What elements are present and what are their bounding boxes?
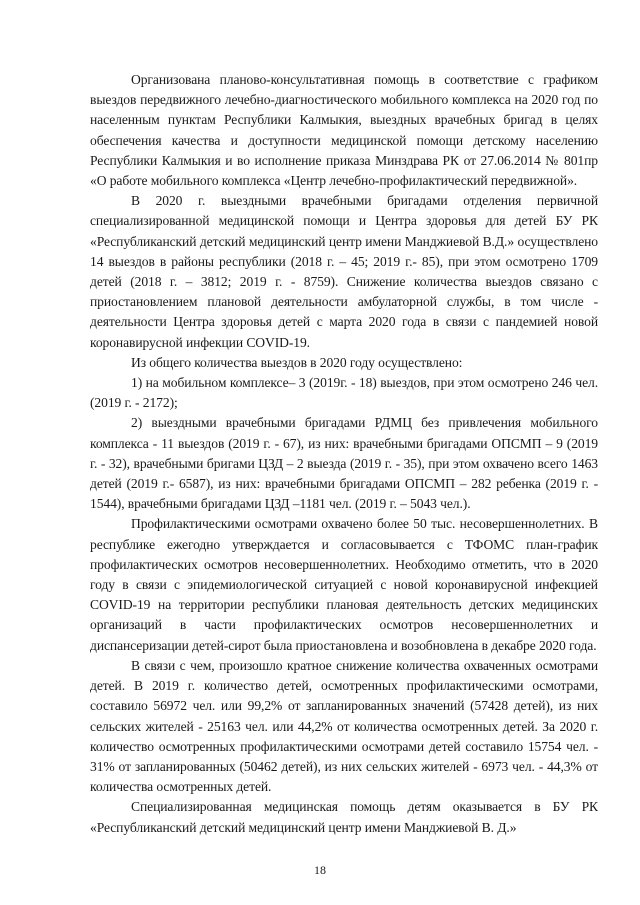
paragraph-specialized-care: Специализированная медицинская помощь детям оказывается в БУ РК «Республиканский детский медицинский центр имени Манджиевой В. Д.» [90,799,598,835]
body-text [90,70,598,838]
paragraph-mobile-complex-schedule: Организована планово-консультативная помощь в соответствие с графиком выездов передвижного лечебно-диагностического мобильного комплекса на 2020 год по населенным пунктам Республики Калмыкия, выездных врачебных бригад в целях обеспечения качества и доступности медицинской помощи детскому населению Республики Калмыкия и во исполнение приказа Минздрава РК от 27.06.2014 № 801пр «О работе мобильного комплекса «Центр лечебно-профилактический передвижной». [90,72,598,189]
paragraph-total-trips-intro: Из общего количества выездов в 2020 году осуществлено: [131,354,463,370]
paragraph-exam-decline: В связи с чем, произошло кратное снижение количества охваченных осмотрами детей. В 2019 г. количество детей, осмотренных профилактическими осмотрами, составило 56972 чел. или 99,2% от запланированных значений (57428 детей), из них сельских жителей - 25163 чел. или 44,2% от количества осмотренных детей. За 2020 г. количество осмотренных профилактическими осмотрами детей составило 15754 чел. - 31% от запланированных (50462 детей), из них сельских жителей - 6973 чел. - 44,3% от количества осмотренных детей. [90,657,598,795]
page-number: 18 [314,863,326,877]
paragraph-item-field-teams: 2) выездными врачебными бригадами РДМЦ без привлечения мобильного комплекса - 11 выездов (2019 г. - 67), из них: врачебными бригадами ОПСМП – 9 (2019 г. - 32), врачебными бригами ЦЗД – 2 выезда (2019 г. - 35), при этом охвачено всего 1463 детей (2019 г.- 6587), из них: врачебными бригадами ОПСМП – 282 ребенка (2019 г. - 1544), врачебными бригадами ЦЗД –1181 чел. (2019 г. – 5043 чел.). [90,415,598,512]
paragraph-field-teams-2020: В 2020 г. выездными врачебными бригадами отделения первичной специализированной медицинской помощи и Центра здоровья для детей БУ РК «Республиканский детский медицинский центр имени Манджиевой В.Д.» осуществлено 14 выездов в районы республики (2018 г. – 45; 2019 г.- 85), при этом осмотрено 1709 детей (2018 г. – 3812; 2019 г. - 8759). Снижение количества выездов связано с приостановлением плановой деятельности амбулаторной службы, в том числе - деятельности Центра здоровья детей с марта 2020 года в связи с пандемией новой коронавирусной инфекции COVID-19. [90,193,598,350]
paragraph-item-mobile-complex: 1) на мобильном комплексе– 3 (2019г. - 18) выездов, при этом осмотрено 246 чел. (2019 г. - 2172); [90,375,598,411]
paragraph-preventive-exams: Профилактическими осмотрами охвачено более 50 тыс. несовершеннолетних. В республике ежегодно утверждается и согласовывается с ТФОМС план-график профилактических осмотров несовершеннолетних. Необходимо отметить, что в 2020 году в связи с эпидемиологической ситуацией с новой коронавирусной инфекцией COVID-19 на территории республики плановая деятельность детских медицинских организаций в части профилактических осмотров несовершеннолетних и диспансеризации детей-сирот была приостановлена и возобновлена в декабре 2020 года. [90,516,598,653]
